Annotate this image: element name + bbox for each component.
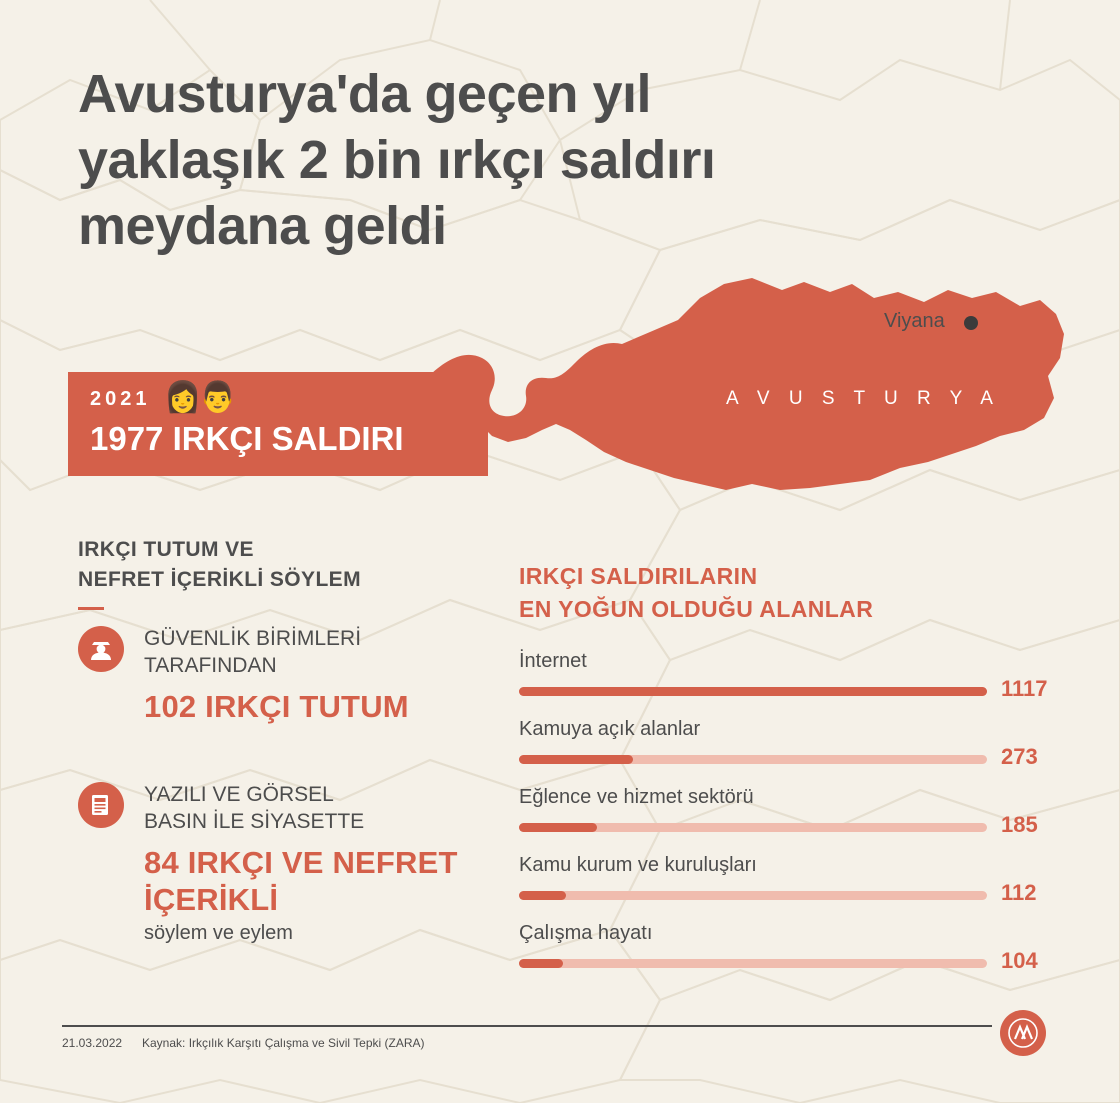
title-line-3: meydana geldi: [78, 195, 447, 256]
aa-logo: [1000, 1010, 1046, 1056]
bar-fill: [519, 959, 563, 968]
bar-fill: [519, 891, 566, 900]
bar-track: [519, 687, 987, 696]
family-icon: 👩👨: [164, 381, 235, 414]
footer-divider: [62, 1025, 992, 1027]
chart-title: [519, 560, 989, 625]
banner-year: 2021: [90, 388, 151, 410]
map-city-label-viyana: Viyana: [884, 310, 945, 332]
bar-value: 104: [1001, 948, 1038, 973]
bar-row: [519, 786, 1049, 854]
fact-item-detentions: [78, 626, 478, 725]
bar-row: [519, 650, 1049, 718]
bar-track: [519, 891, 987, 900]
title-line-2: yaklaşık 2 bin ırkçı saldırı: [78, 129, 716, 190]
fact-2-subtitle-line-2: BASIN İLE SİYASETTE: [144, 809, 365, 833]
bar-fill: [519, 755, 633, 764]
bar-label: Eğlence ve hizmet sektörü: [519, 786, 754, 808]
fact-item-media-politics: [78, 782, 478, 945]
bar-label: İnternet: [519, 650, 587, 672]
map-country-label: A V U S T U R Y A: [726, 388, 1000, 409]
bar-track: [519, 823, 987, 832]
left-heading-divider: [78, 607, 104, 610]
bar-chart: [519, 650, 1049, 990]
fact-1-subtitle-line-1: GÜVENLİK BİRİMLERİ: [144, 627, 362, 650]
bar-track: [519, 755, 987, 764]
bar-label: Çalışma hayatı: [519, 922, 653, 944]
police-officer-icon: [78, 626, 124, 672]
stat-banner: [68, 372, 488, 476]
banner-stat: 1977 IRKÇI SALDIRI: [90, 420, 404, 457]
bar-row: [519, 718, 1049, 786]
newspaper-icon: [78, 782, 124, 828]
bar-track: [519, 959, 987, 968]
footer-source: Kaynak: Irkçılık Karşıtı Çalışma ve Sivil Tepki (ZARA): [142, 1036, 425, 1050]
bar-fill: [519, 823, 597, 832]
fact-2-value: 84 IRKÇI VE NEFRET İÇERİKLİ: [144, 844, 458, 917]
left-section-heading: [78, 535, 458, 595]
bar-value: 112: [1001, 880, 1037, 905]
page-title: [78, 62, 838, 260]
bar-row: [519, 854, 1049, 922]
fact-2-subtitle: [144, 782, 478, 836]
bar-row: [519, 922, 1049, 990]
title-line-1: Avusturya'da geçen yıl: [78, 64, 652, 124]
bar-value: 273: [1001, 744, 1038, 769]
left-heading-line-1: IRKÇI TUTUM VE: [78, 538, 254, 561]
chart-title-line-2: EN YOĞUN OLDUĞU ALANLAR: [519, 595, 874, 622]
fact-1-subtitle-line-2: TARAFINDAN: [144, 653, 277, 677]
chart-title-line-1: IRKÇI SALDIRILARIN: [519, 563, 758, 589]
fact-2-subtitle-line-1: YAZILI VE GÖRSEL: [144, 783, 334, 806]
fact-1-subtitle: [144, 626, 478, 680]
bar-value: 1117: [1001, 676, 1048, 701]
footer-date: 21.03.2022: [62, 1036, 123, 1050]
bar-label: Kamu kurum ve kuruluşları: [519, 854, 757, 876]
fact-1-value: 102 IRKÇI TUTUM: [144, 688, 409, 724]
fact-2-tail: söylem ve eylem: [144, 922, 293, 945]
left-heading-line-2: NEFRET İÇERİKLİ SÖYLEM: [78, 567, 361, 591]
bar-fill: [519, 687, 987, 696]
map-city-dot-viyana: [964, 316, 978, 330]
bar-value: 185: [1001, 812, 1038, 837]
austria-map-shape: [400, 240, 1100, 530]
bar-label: Kamuya açık alanlar: [519, 718, 701, 740]
